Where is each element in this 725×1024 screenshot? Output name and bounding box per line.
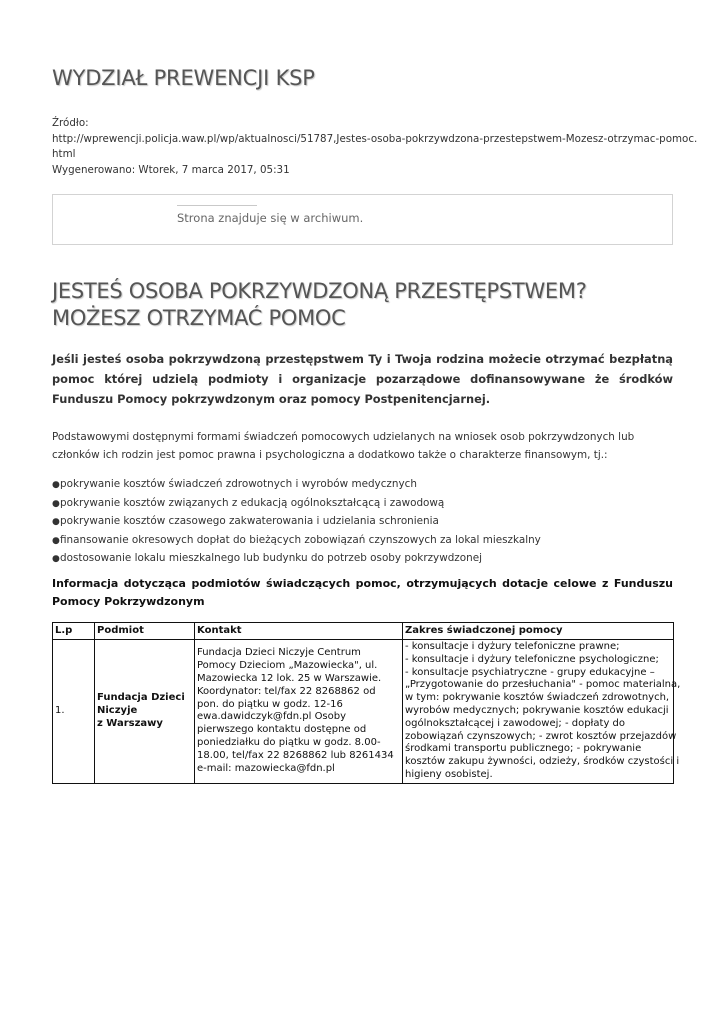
scope-line: „Przygotowanie do przesłuchania" - pomoc materialna,: [405, 679, 681, 691]
header-provider: Podmiot: [95, 623, 195, 640]
header-lp: L.p: [53, 623, 95, 640]
bullet-icon: ●: [52, 517, 60, 527]
archive-divider: [177, 205, 257, 206]
bullet-icon: ●: [52, 480, 60, 490]
source-url-continued: html: [52, 148, 76, 160]
list-item: [52, 532, 673, 551]
scope-line: wyrobów medycznych; pokrywanie kosztów edukacji: [405, 704, 669, 716]
header-contact: Kontakt: [195, 623, 403, 640]
source-url: http://wprewencji.policja.waw.pl/wp/aktualnosci/51787,Jestes-osoba-pokrzywdzona-przestepstwem-Mozesz-otrzymac-pomoc.: [52, 132, 698, 145]
list-item-text: pokrywanie kosztów związanych z edukacją ogólnokształcącą i zawodową: [60, 496, 445, 509]
scope-line: środkami transportu publicznego; - pokrywanie: [405, 743, 642, 755]
bullet-icon: ●: [52, 535, 60, 546]
article-title: JESTEŚ OSOBA POKRZYWDZONĄ PRZESTĘPSTWEM? MOŻESZ OTRZYMAĆ POMOC: [52, 279, 587, 330]
provider-name-line: z Warszawy: [97, 717, 163, 729]
scope-line: - konsultacje i dyżury telefoniczne psychologiczne;: [405, 653, 659, 665]
scope-line: kosztów zakupu żywności, odzieży, środków czystości i: [405, 756, 680, 768]
list-item-text: pokrywanie kosztów świadczeń zdrowotnych i wyrobów medycznych: [60, 478, 417, 490]
source-label: Źródło:: [52, 117, 89, 129]
archive-notice-box: [52, 194, 673, 245]
article-lead: Jeśli jesteś osoba pokrzywdzoną przestępstwem Ty i Twoja rodzina możecie otrzymać bezpłatną pomoc której udzielą podmioty i organizacje pozarządowe dofinansowywane że środków Funduszu Pomocy pokrzywdzonym oraz pomocy Postpenitencjarnej.: [52, 352, 673, 406]
cell-contact: Fundacja Dzieci Niczyje Centrum Pomocy Dzieciom „Mazowiecka", ul. Mazowiecka 12 lok. 25 w Warszawie. Koordynator: tel/fax 22 8268862 od pon. do piątku w godz. 12-16 ewa.dawidczyk@fdn.pl Osoby pierwszego kontaktu dostępne od poniedziałku do piątku w godz. 8.00-18.00, tel/fax 22 8268862 lub 8261434 e-mail: mazowiecka@fdn.pl: [195, 640, 403, 784]
scope-line: - konsultacje psychiatryczne - grupy edukacyjne –: [405, 666, 655, 678]
list-item: [52, 550, 673, 569]
assistance-forms-list: [52, 476, 673, 569]
scope-line: ogólnokształcącej i zawodowej; - dopłaty do: [405, 717, 625, 729]
table-row: [53, 640, 674, 784]
scope-line: zobowiązań czynszowych; - zwrot kosztów przejazdów: [405, 730, 677, 742]
list-item-text: finansowanie okresowych dopłat do bieżących zobowiązań czynszowych za lokal mieszkalny: [60, 533, 541, 546]
provider-name-line: Fundacja Dzieci: [97, 692, 185, 704]
providers-heading: Informacja dotycząca podmiotów świadczących pomoc, otrzymujących dotacje celowe z Funduszu Pomocy Pokrzywdzonym: [52, 577, 673, 608]
scope-line: - konsultacje i dyżury telefoniczne prawne;: [405, 641, 620, 652]
list-item-text: dostosowanie lokalu mieszkalnego lub budynku do potrzeb osoby pokrzywdzonej: [60, 552, 482, 564]
list-item: [52, 513, 673, 532]
generated-timestamp: Wygenerowano: Wtorek, 7 marca 2017, 05:31: [52, 163, 290, 176]
bullet-icon: ●: [52, 498, 60, 509]
article-intro: Podstawowymi dostępnymi formami świadczeń pomocowych udzielanych na wniosek osob pokrzywdzonych lub członków ich rodzin jest pomoc prawna i psychologiczna a dodatkowo także o charakterze finansowym, tj.:: [52, 431, 635, 461]
archive-notice: Strona znajduje się w archiwum.: [177, 211, 364, 225]
scope-line: higieny osobistej.: [405, 768, 493, 780]
scope-line: w tym: pokrywanie kosztów świadczeń zdrowotnych,: [405, 692, 670, 704]
bullet-icon: ●: [52, 554, 60, 564]
list-item: [52, 476, 673, 495]
provider-name-line: Niczyje: [97, 704, 138, 716]
print-meta: [52, 116, 698, 178]
cell-provider: [95, 640, 195, 784]
cell-lp: 1.: [53, 640, 95, 784]
site-title: WYDZIAŁ PREWENCJI KSP: [52, 66, 315, 90]
cell-scope: [403, 640, 681, 784]
list-item-text: pokrywanie kosztów czasowego zakwaterowania i udzielania schronienia: [60, 515, 439, 527]
providers-table: [52, 622, 681, 784]
header-scope: Zakres świadczonej pomocy: [403, 623, 674, 640]
list-item: [52, 495, 673, 514]
table-header-row: [53, 623, 674, 640]
